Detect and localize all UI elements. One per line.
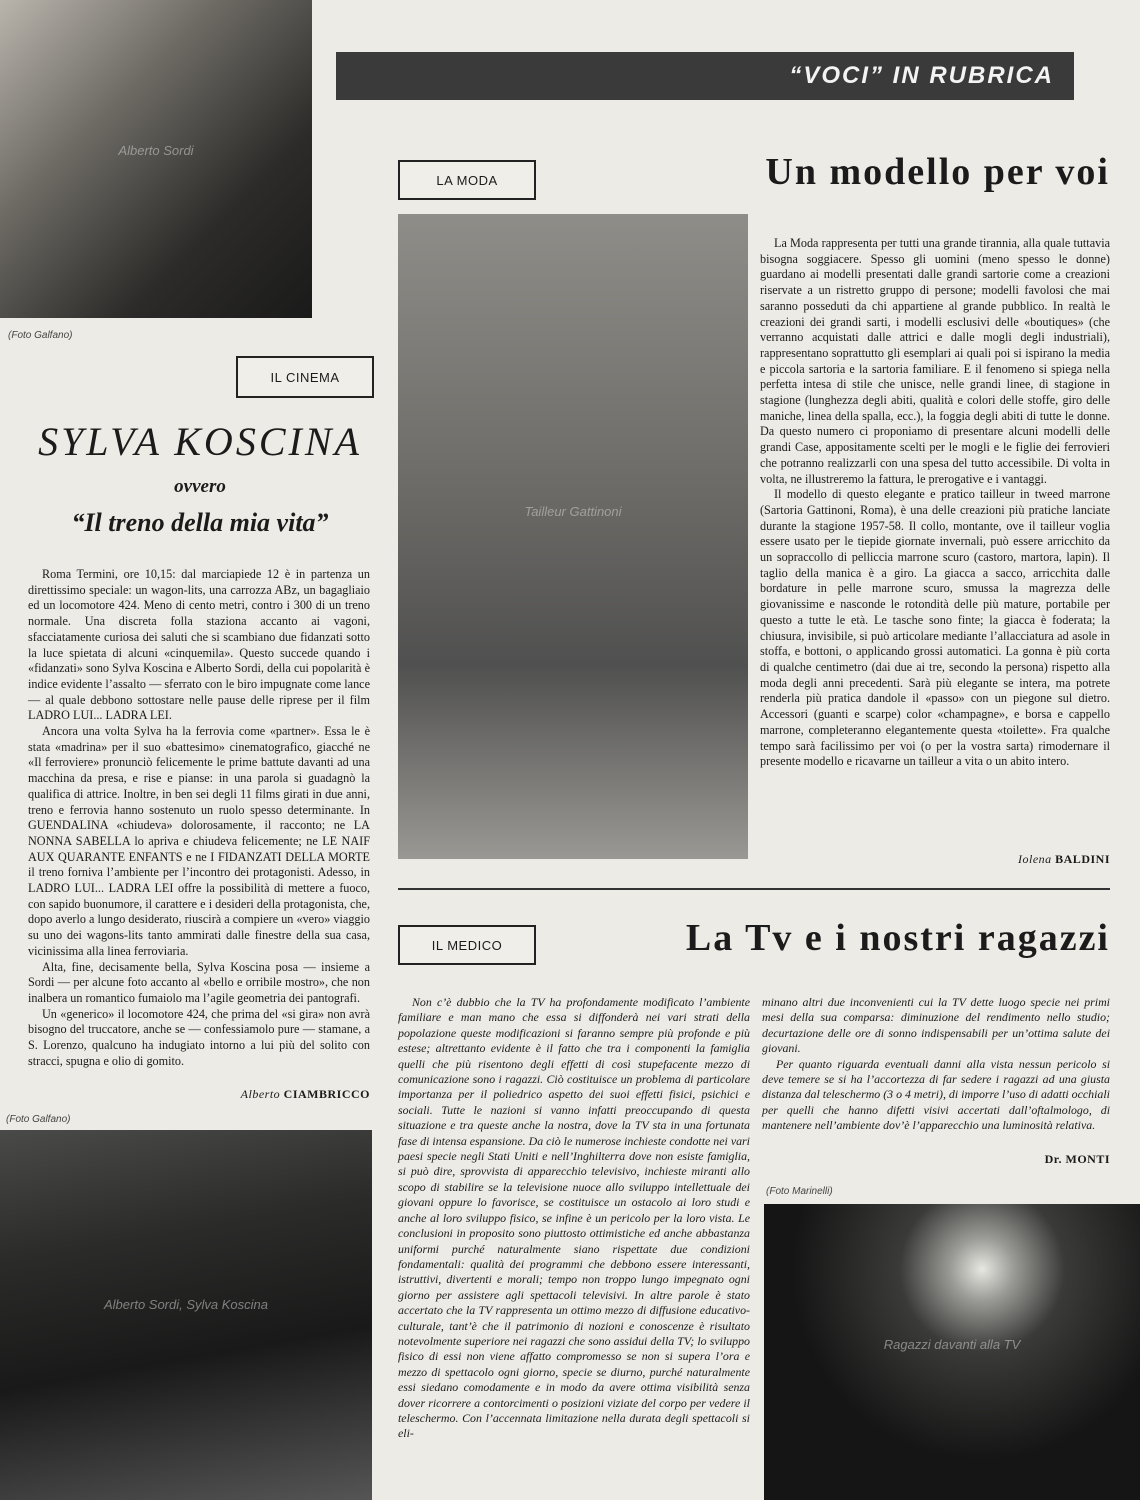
author-signature: Dr. MONTI [1044, 1152, 1110, 1166]
author-first-name: Alberto [240, 1087, 281, 1101]
paragraph: Roma Termini, ore 10,15: dal marciapiede 12 è in partenza un direttissimo speciale: un wagon-lits, una carrozza ABz, un bagagliaio ed un locomotore 424. Meno di cento metri, contro i 300 di un treno normale. Una discreta folla staziona accanto ai vagoni, sfacciatamente curiosa dei saluti che si scambiano due fidanzati sotto la luce spietata di alcuni «cinquemila». Questo succede quando i «fidanzati» sono Sylva Koscina e Alberto Sordi, della cui popolarità è indice evidente l’assalto — sferrato con le biro impugnate come lance — al quale debbono sottostare nelle pause delle riprese per il film LADRO LUI... LADRA LEI. [28, 567, 370, 723]
photo-sordi-koscina [0, 1130, 372, 1500]
paragraph: La Moda rappresenta per tutti una grande tirannia, alla quale tuttavia bisogna soggiacere. Spesso gli uomini (meno spesso le donne) guardano ai modelli presentati dalle grandi sartorie come a creazioni riservate a un ristretto gruppo di persone; modelli favolosi che mai saranno posseduti da chi appartiene al grande pubblico. In realtà le creazioni dei grandi sarti, i modelli esclusivi delle «boutiques» (che verranno acquistati dalle attrici e dalle mogli degli industriali), rappresentano soprattutto gli esemplari ai quali poi si ispirano la media e piccola sartoria e la sartoria familiare. E il fenomeno si spiega nella perfetta intesa di stile che unisce, nelle grandi linee, di stagione in stagione (lunghezza degli abiti, qualità e colori delle stoffe, giro delle maniche, linea della spalla, ecc.), la foggia degli abiti di tutte le donne. Da questo numero ci proponiamo di presentare alcuni modelli delle grandi Case, appositamente scelti per le mogli e le figlie dei ferrovieri che potranno realizzarli con una spesa del tutto accessibile. Di volta in volta, ne illustreremo la fattura, le prerogative e i vantaggi. [760, 236, 1110, 486]
article-body-medico-col2 [762, 995, 1110, 1134]
photo-caption-placeholder: Tailleur Gattinoni [524, 504, 622, 520]
photo-credit: (Foto Marinelli) [766, 1186, 833, 1197]
photo-sordi-train [0, 0, 312, 318]
article-body-moda [760, 236, 1110, 770]
paragraph: Il modello di questo elegante e pratico tailleur in tweed marrone (Sartoria Gattinoni, Roma), è una delle creazioni più pratiche lanciate durante la stagione 1957-58. Il collo, montante, ove il tailleur voglia essere usato per le tiepide giornate invernali, può essere arricchito da un sopraccollo di pelliccia marrone scuro (castoro, martora, lapin). Il taglio della manica è a giro. La giacca a sacco, arricchita dalle bordature in pelle marrone scuro, smussa la magrezza delle giovanissime e nasconde le rotondità delle più mature, portabile per questo a tutte le età. Le tasche sono finte; la giacca è foderata; la chiusura, invisibile, si può articolare mediante l’allacciatura ad asole in stoffa, e bottoni, o applicando grossi automatici. La gonna è più corta di qualche centimetro (dai due ai tre, secondo la persona) rispetto alla moda degli anni precedenti. Sarà più elegante se intera, ma potrete renderla più pratica dandole il «passo» con un piegone sul dietro. Accessori (guanti e scarpe) color «champagne», e borsa e cappello marrone, completeranno elegantemente questa «toilette». Fra qualche tempo sarà facilissimo per voi (o per la vostra sarta) rimodernare il presente modello e ricavarne un tailleur a vita o un abito intero. [760, 487, 1110, 769]
author-signature [900, 852, 1110, 867]
section-banner: “VOCI” IN RUBRICA [336, 52, 1074, 100]
author-last-name: CIAMBRICCO [283, 1087, 370, 1101]
paragraph: Ancora una volta Sylva ha la ferrovia come «partner». Essa le è stata «madrina» per il suo «battesimo» cinematografico, giacché ne «Il ferroviere» pronunciò felicemente le prime battute davanti ad una macchina da presa, e rise e pianse: in una parola si guadagnò la qualifica di attrice. Inoltre, in ben sei degli 11 films girati in due anni, treno e ferrovia hanno sostenuto un ruolo spesso determinante. In GUENDALINA «chiudeva» dolorosamente, il racconto; ne LA NONNA SABELLA lo apriva e chiudeva felicemente; ne LE NAIF AUX QUARANTE ENFANTS e ne I FIDANZATI DELLA MORTE il treno forniva l’ambiente per l’incontro dei protagonisti. Adesso, in LADRO LUI... LADRA LEI offre la possibilità di mettere a fuoco, con sapido buonumore, il carattere e i desideri della protagonista, che, dopo averlo a lungo desiderato, riuscirà a compiere un «vero» viaggio su uno dei wagons-lits tanto ammirati dalle finestre della sua casa, vicinissima alla linea ferroviaria. [28, 724, 370, 958]
author-first-name: Iolena [1017, 852, 1052, 866]
paragraph: Per quanto riguarda eventuali danni alla vista nessun pericolo si deve temere se si ha l’accortezza di far sedere i ragazzi ad una giusta distanza dal teleschermo (3 o 4 metri), di imporre l’uso di adatti occhiali per quelli che hanno difetti visivi accertati dall’oftalmologo, di mantenere nell’ambiente dov’è l’apparecchio una luminosità relativa. [762, 1056, 1110, 1133]
article-subtitle-conjunction: ovvero [174, 476, 226, 497]
photo-credit: (Foto Galfano) [8, 330, 73, 341]
author-last-name: BALDINI [1055, 852, 1110, 866]
paragraph: Un «generico» il locomotore 424, che prima del «si gira» non avrà bisogno del truccatore, anche se — confessiamolo pure — stamane, a S. Lorenzo, qualcuno ha indugiato intorno a lui più del solito con stracci, spugna e olio di gomito. [28, 1006, 370, 1068]
photo-caption-placeholder: Ragazzi davanti alla TV [883, 1337, 1021, 1353]
photo-fashion-tailleur [398, 214, 748, 859]
section-divider [398, 888, 1110, 890]
photo-children-tv [764, 1204, 1140, 1500]
article-title: SYLVA KOSCINA [38, 419, 362, 464]
article-title: La Tv e i nostri ragazzi [685, 917, 1110, 959]
article-subtitle: “Il treno della mia vita” [71, 508, 329, 537]
paragraph: Non c’è dubbio che la TV ha profondamente modificato l’ambiente familiare e man mano che essa si diffonderà nei vari strati della popolazione queste modificazioni si faranno sempre più profonde e più estese; altrettanto evidente è il fatto che tra i componenti la famiglia quelli che più risentono degli effetti di così stupefacente mezzo di comunicazione sono i ragazzi. Ciò costituisce un problema di particolare importanza per il poliedrico aspetto dei suoi effetti fisici, psichici e sociali. Tutte le nazioni si vanno infatti preoccupando di questa situazione e tra queste anche la nostra, dove la TV sta in una fortunata fase di intensa espansione. Da ciò le numerose inchieste condotte nei vari paesi specie negli Stati Uniti e nell’Inghilterra dove non esiste famiglia, si può dire, sprovvista di apparecchio televisivo, inchieste miranti allo scopo di stabilire se la televisione nuoce allo sviluppo intellettuale dei giovani oppure lo favorisce, se costituisce un ostacolo ai loro studi e anche al loro sviluppo fisico, se infine è un pericolo per la loro vista. Le conclusioni in proposito sono piuttosto ottimistiche ed anche abbastanza uniformi purché naturalmente siano rispettate due condizioni fondamentali: qualità dei programmi che debbono essere interessanti, istruttivi, divertenti e morali; tempo non troppo lungo impegnato ogni giorno per assistere agli spettacoli televisivi. In altre parole è stato accertato che la TV rappresenta un ottimo mezzo di diffusione educativo-culturale, tant’è che il patrimonio di nozioni e conoscenze è risultato notevolmente superiore nei ragazzi che sono assidui della TV; lo sviluppo fisico di essi non viene affatto compromesso se non si supera l’ora e mezzo di spettacolo ogni giorno, specie se diurno, purché naturalmente essi siedano comodamente e in modo da avere ottima visibilità senza dover ricorrere a contorcimenti o posizioni viziate del corpo per vedere il teleschermo. Con l’accennata limitazione nella durata degli spettacoli si eli- [398, 995, 750, 1441]
article-title: Un modello per voi [765, 151, 1110, 193]
section-label-cinema: IL CINEMA [236, 356, 374, 398]
author-signature [200, 1087, 370, 1102]
photo-caption-placeholder: Alberto Sordi, Sylva Koscina [103, 1296, 269, 1312]
article-body-cinema [28, 567, 370, 1070]
photo-credit: (Foto Galfano) [6, 1114, 71, 1125]
section-label-moda: LA MODA [398, 160, 536, 200]
photo-caption-placeholder: Alberto Sordi [118, 143, 194, 159]
paragraph: Alta, fine, decisamente bella, Sylva Koscina posa — insieme a Sordi — per alcune foto accanto al «bello e orribile mostro», che non inalbera un romantico fumaiolo ma l’agile geometria dei pantografi. [28, 959, 370, 1005]
section-label-medico: IL MEDICO [398, 925, 536, 965]
article-body-medico-col1 [398, 995, 750, 1442]
paragraph: minano altri due inconvenienti cui la TV dette luogo specie nei primi mesi della sua comparsa: diminuzione del rendimento nello studio; decurtazione delle ore di sonno indispensabili per un’ottima salute dei giovani. [762, 995, 1110, 1056]
